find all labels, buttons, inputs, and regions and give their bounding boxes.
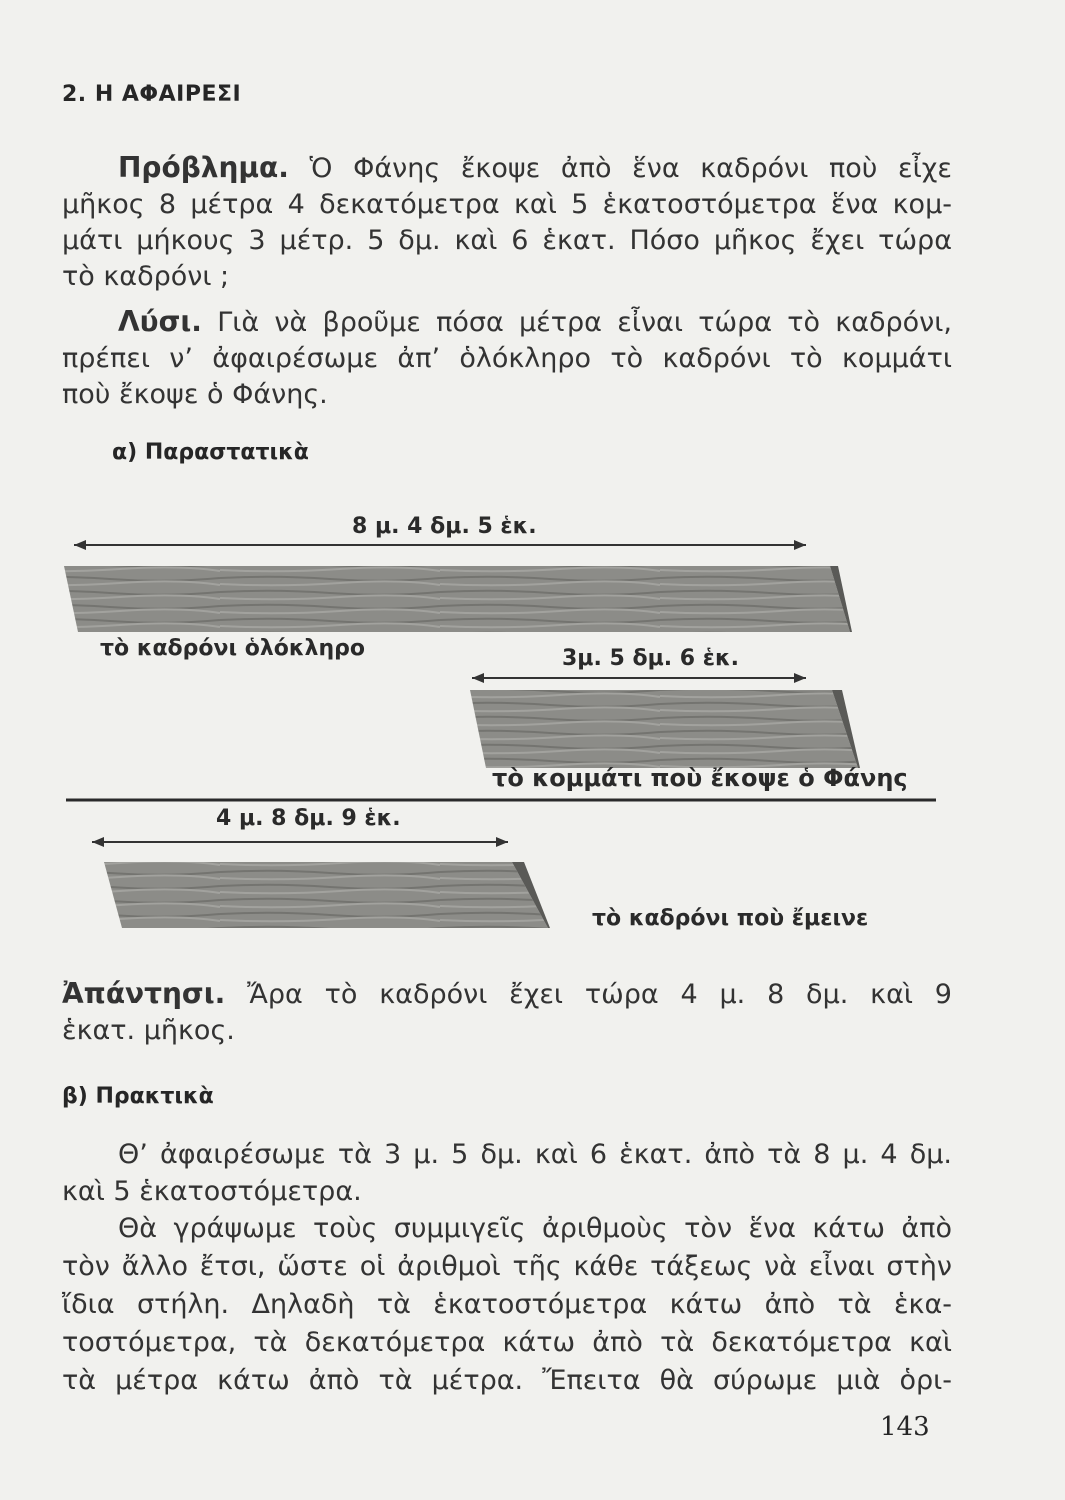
whole-length-label: 8 μ. 4 δμ. 5 ἑκ. [352, 514, 537, 539]
problem-line-4: τὸ καδρόνι ; [62, 261, 230, 292]
cut-piece-plank [470, 690, 860, 768]
solution-line-1: Λύσι. Γιὰ νὰ βροῦμε πόσα μέτρα εἶναι τώρα τὸ καδρόνι, [118, 305, 952, 338]
rest-length-label: 4 μ. 8 δμ. 9 ἑκ. [216, 806, 401, 831]
part-a-title: α) Παραστατικὰ [112, 440, 309, 465]
page-number: 143 [880, 1412, 930, 1442]
solution-label: Λύσι. [118, 305, 202, 338]
problem-label: Πρόβλημα. [118, 151, 289, 184]
piece-label: τὸ κομμάτι ποὺ ἔκοψε ὁ Φάνης [492, 764, 908, 792]
problem-line-3: μάτι μήκους 3 μέτρ. 5 δμ. καὶ 6 ἑκατ. Πόσο μῆκος ἔχει τώρα [62, 225, 952, 256]
answer-label: Ἀπάντησι. [62, 977, 226, 1010]
solution-line-2: πρέπει ν’ ἀφαιρέσωμε ἀπ’ ὁλόκληρο τὸ καδρόνι τὸ κομμάτι [62, 343, 952, 374]
whole-plank-label: τὸ καδρόνι ὁλόκληρο [100, 636, 365, 661]
practical-paragraph-2 [62, 1210, 952, 1400]
whole-plank [64, 566, 852, 632]
piece-length-label: 3μ. 5 δμ. 6 ἑκ. [562, 646, 739, 671]
practical-p1-line-2: καὶ 5 ἑκατοστόμετρα. [62, 1176, 362, 1207]
part-b-title: β) Πρακτικὰ [62, 1084, 214, 1109]
practical-p2-line-1: Θὰ γράψωμε τοὺς συμμιγεῖς ἀριθμοὺς τὸν ἕνα κάτω ἀπὸ [118, 1213, 952, 1244]
whole-length-arrow [74, 540, 806, 550]
solution-line-3: ποὺ ἔκοψε ὁ Φάνης. [62, 379, 328, 410]
practical-p2-line-5: τὰ μέτρα κάτω ἀπὸ τὰ μέτρα. Ἔπειτα θὰ σύρωμε μιὰ ὁρι- [62, 1365, 952, 1396]
practical-p1-line-1: Θ’ ἀφαιρέσωμε τὰ 3 μ. 5 δμ. καὶ 6 ἑκατ. ἀπὸ τὰ 8 μ. 4 δμ. [118, 1139, 952, 1170]
piece-length-arrow [472, 673, 806, 683]
answer-line-2: ἑκατ. μῆκος. [62, 1015, 235, 1046]
practical-p2-line-4: τοστόμετρα, τὰ δεκατόμετρα κάτω ἀπὸ τὰ δεκατόμετρα καὶ [62, 1327, 952, 1358]
problem-line-1: Πρόβλημα. Ὁ Φάνης ἔκοψε ἀπὸ ἕνα καδρόνι ποὺ εἶχε [118, 151, 952, 184]
practical-p2-line-2: τὸν ἄλλο ἔτσι, ὥστε οἱ ἀριθμοὶ τῆς κάθε τάξεως νὰ εἶναι στὴν [62, 1251, 952, 1282]
section-title: 2. Η ΑΦΑΙΡΕΣΙ [62, 82, 242, 107]
remaining-plank [104, 862, 550, 928]
rest-plank-label: τὸ καδρόνι ποὺ ἔμεινε [592, 906, 869, 931]
answer-line-1: Ἀπάντησι. Ἄρα τὸ καδρόνι ἔχει τώρα 4 μ. 8 δμ. καὶ 9 [62, 977, 952, 1010]
problem-line-2: μῆκος 8 μέτρα 4 δεκατόμετρα καὶ 5 ἑκατοστόμετρα ἕνα κομ- [62, 189, 952, 220]
practical-p2-line-3: ἴδια στήλη. Δηλαδὴ τὰ ἑκατοστόμετρα κάτω ἀπὸ τὰ ἑκα- [62, 1289, 952, 1320]
rest-length-arrow [92, 837, 508, 847]
practical-paragraph-1 [62, 1136, 952, 1210]
answer-paragraph [62, 976, 952, 1049]
